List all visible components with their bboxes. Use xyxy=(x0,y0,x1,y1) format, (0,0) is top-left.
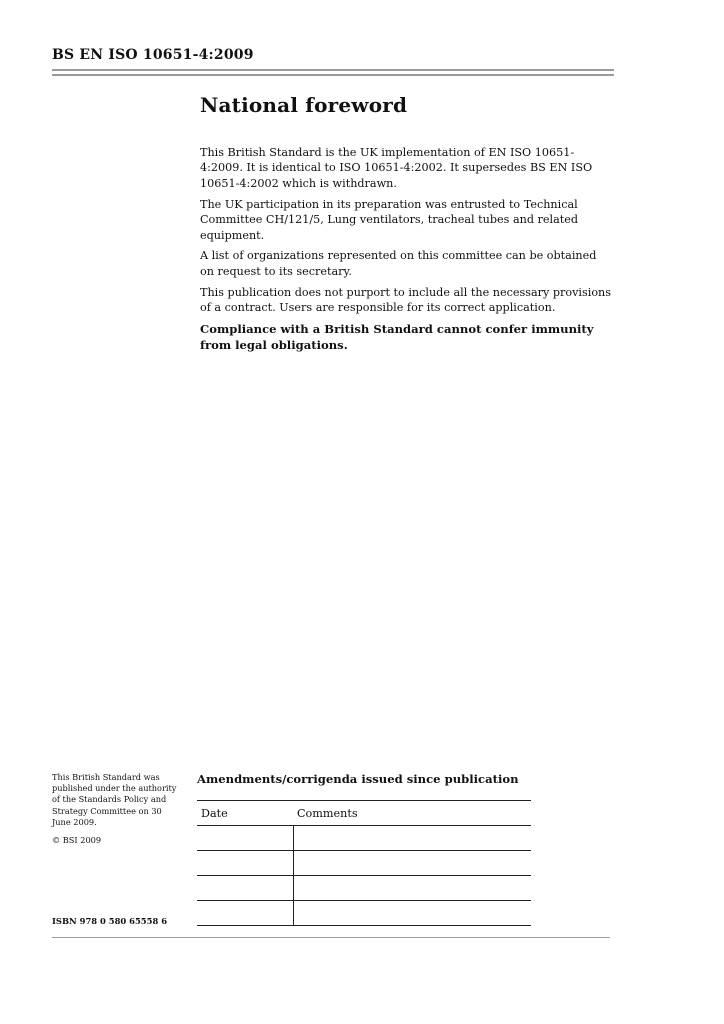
isbn: ISBN 978 0 580 65558 6 xyxy=(52,916,168,926)
table-row xyxy=(197,876,531,901)
column-header-comments: Comments xyxy=(293,801,531,826)
foreword-paragraph: This British Standard is the UK implementation of EN ISO 10651-4:2009. It is identical to ISO 10651-4:2002. It supersedes BS EN ISO 10651-4:2002 which is withdrawn. xyxy=(200,146,593,190)
table-header-row xyxy=(197,801,531,826)
comments-cell xyxy=(293,851,531,876)
table-row xyxy=(197,826,531,851)
foreword-paragraph: This publication does not purport to include all the necessary provisions of a contract. Users are responsible for its correct application. xyxy=(200,285,612,315)
header-rule xyxy=(52,69,614,71)
date-cell xyxy=(197,876,293,901)
publication-note-text: This British Standard was published under the authority of the Standards Policy and Strategy Committee on 30 June 2009. xyxy=(52,772,177,827)
foreword-paragraph: A list of organizations represented on this committee can be obtained on request to its secretary. xyxy=(200,249,597,278)
foreword-body xyxy=(200,145,612,359)
compliance-statement: Compliance with a British Standard cannot confer immunity from legal obligations. xyxy=(200,322,594,353)
comments-cell xyxy=(293,901,531,926)
comments-cell xyxy=(293,876,531,901)
publication-note xyxy=(52,772,182,846)
comments-cell xyxy=(293,826,531,851)
header-rule-secondary xyxy=(52,74,614,76)
table-row xyxy=(197,851,531,876)
document-id: BS EN ISO 10651-4:2009 xyxy=(52,47,254,63)
foreword-paragraph: The UK participation in its preparation was entrusted to Technical Committee CH/121/5, Lung ventilators, tracheal tubes and related equipment. xyxy=(200,197,579,242)
copyright-notice: © BSI 2009 xyxy=(52,835,102,846)
date-cell xyxy=(197,826,293,851)
date-cell xyxy=(197,851,293,876)
table-row xyxy=(197,901,531,926)
footer-rule xyxy=(52,937,610,938)
page-title: National foreword xyxy=(200,93,408,117)
amendments-table xyxy=(197,800,531,926)
amendments-heading: Amendments/corrigenda issued since publication xyxy=(197,772,519,786)
date-cell xyxy=(197,901,293,926)
column-header-date: Date xyxy=(197,801,293,826)
